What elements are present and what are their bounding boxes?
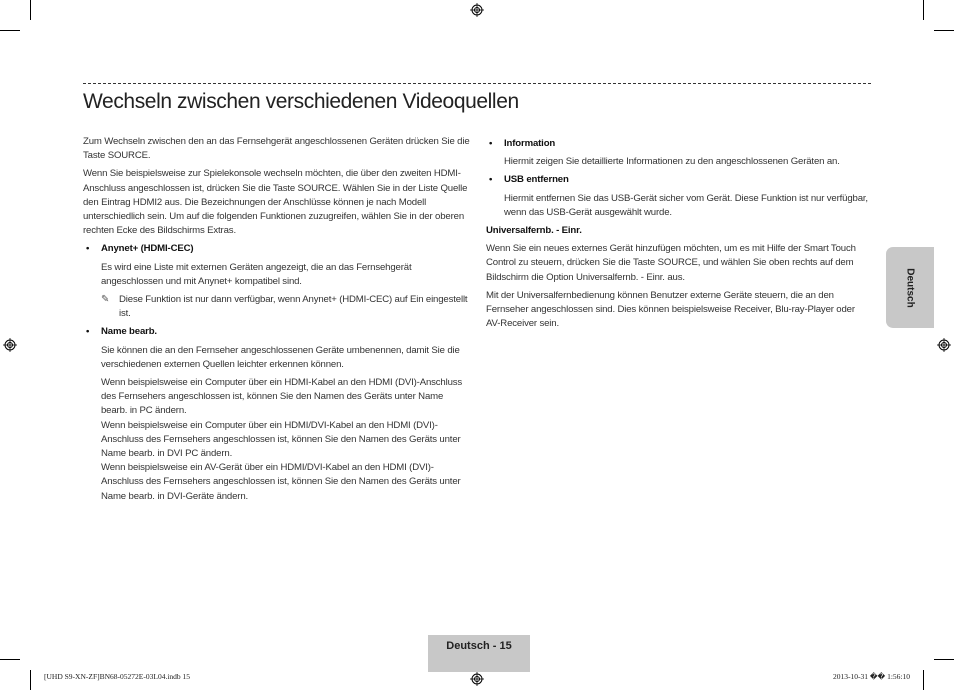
intro-paragraph: Zum Wechseln zwischen den an das Fernsehgerät angeschlossenen Geräten drücken Sie die Taste SOURCE. [83, 136, 470, 162]
name-edit-example-dvi-pc: Wenn beispielsweise ein Computer über ein HDMI/DVI-Kabel an den HDMI (DVI)-Anschluss des Fernsehers angeschlossen ist, können Sie den Namen des Geräts unter Name bearb. in DVI PC ändern. [101, 419, 461, 460]
registration-mark-icon [470, 672, 484, 686]
page-number-box [428, 635, 530, 672]
page-title: Wechseln zwischen verschiedenen Videoquellen [83, 90, 519, 113]
crop-mark [923, 670, 924, 690]
information-heading: • Information [486, 137, 871, 151]
usb-remove-heading: • USB entfernen [486, 173, 871, 187]
crop-mark [0, 30, 20, 31]
information-description: Hiermit zeigen Sie detaillierte Informationen zu den angeschlossenen Geräten an. [504, 156, 840, 168]
universal-remote-heading: Universalfernb. - Einr. [486, 225, 582, 237]
print-footer-right: 2013-10-31 �� 1:56:10 [832, 672, 910, 681]
universal-remote-info: Mit der Universalfernbedienung können Benutzer externe Geräte steuern, die an den Fernseher angeschlossen sind. Dies können beispielsweise Receiver, Blu-ray-Player oder AV-Receiver sein. [486, 289, 855, 330]
name-edit-example-pc: Wenn beispielsweise ein Computer über ein HDMI-Kabel an den HDMI (DVI)-Anschluss des Fernsehers angeschlossen ist, können Sie den Namen des Geräts unter Name bearb. in PC ändern. [101, 377, 463, 417]
crop-mark [30, 670, 31, 690]
anynet-note-text: Diese Funktion ist nur dann verfügbar, wenn Anynet+ (HDMI-CEC) auf Ein eingestellt ist. [119, 294, 468, 320]
example-paragraph: Wenn Sie beispielsweise zur Spielekonsole wechseln möchten, die über den zweiten HDMI-Anschluss angeschlossen ist, drücken Sie die Taste SOURCE. Wählen Sie in der Liste Quelle den Eintrag HDMI2 aus. Die Bezeichnungen der Anschlüsse können je nach Modell unterschiedlich sein. Um auf die folgenden Funktionen zuzugreifen, wählen Sie in der oberen rechten Ecke des Bildschirms Extras. [83, 168, 468, 237]
crop-mark [934, 30, 954, 31]
language-side-tab-label: Deutsch [904, 267, 916, 308]
registration-mark-icon [3, 338, 17, 352]
anynet-note [83, 293, 470, 321]
universal-remote-paragraph: Wenn Sie ein neues externes Gerät hinzufügen möchten, um es mit Hilfe der Smart Touch Control zu steuern, drücken Sie die Taste SOURCE, und wählen Sie oben rechts auf dem Bildschirm die Option Universalfernb. - Einr. aus. [486, 243, 856, 283]
registration-mark-icon [937, 338, 951, 352]
crop-mark [934, 659, 954, 660]
name-edit-example-dvi-device: Wenn beispielsweise ein AV-Gerät über ein HDMI/DVI-Kabel an den HDMI (DVI)-Anschluss des Fernsehers angeschlossen ist, können Sie den Namen des Geräts unter Name bearb. in DVI-Geräte ändern. [101, 462, 461, 502]
print-footer-left: [UHD S9-XN-ZF]BN68-05272E-03L04.indb 15 [44, 672, 191, 681]
registration-mark-icon [470, 3, 484, 17]
usb-remove-description: Hiermit entfernen Sie das USB-Gerät sicher vom Gerät. Diese Funktion ist nur verfügbar, wenn das USB-Gerät ausgewählt wurde. [504, 192, 868, 218]
crop-mark [923, 0, 924, 20]
anynet-description: Es wird eine Liste mit externen Geräten angezeigt, die an das Fernsehgerät angeschlossen und mit Anynet+ kompatibel sind. [101, 261, 412, 287]
left-column [83, 135, 470, 504]
name-edit-heading: • Name bearb. [83, 325, 470, 339]
crop-mark [30, 0, 31, 20]
pencil-note-icon: ✎ [101, 294, 110, 306]
language-side-tab [886, 247, 934, 328]
anynet-heading: • Anynet+ (HDMI-CEC) [83, 242, 470, 256]
name-edit-description: Sie können die an den Fernseher angeschlossenen Geräte umbenennen, damit Sie die verschiedenen externen Quellen leichter erkennen können. [101, 344, 460, 370]
crop-mark [0, 659, 20, 660]
title-rule [83, 83, 871, 84]
page-number: Deutsch - 15 [446, 640, 512, 652]
right-column [486, 135, 871, 335]
